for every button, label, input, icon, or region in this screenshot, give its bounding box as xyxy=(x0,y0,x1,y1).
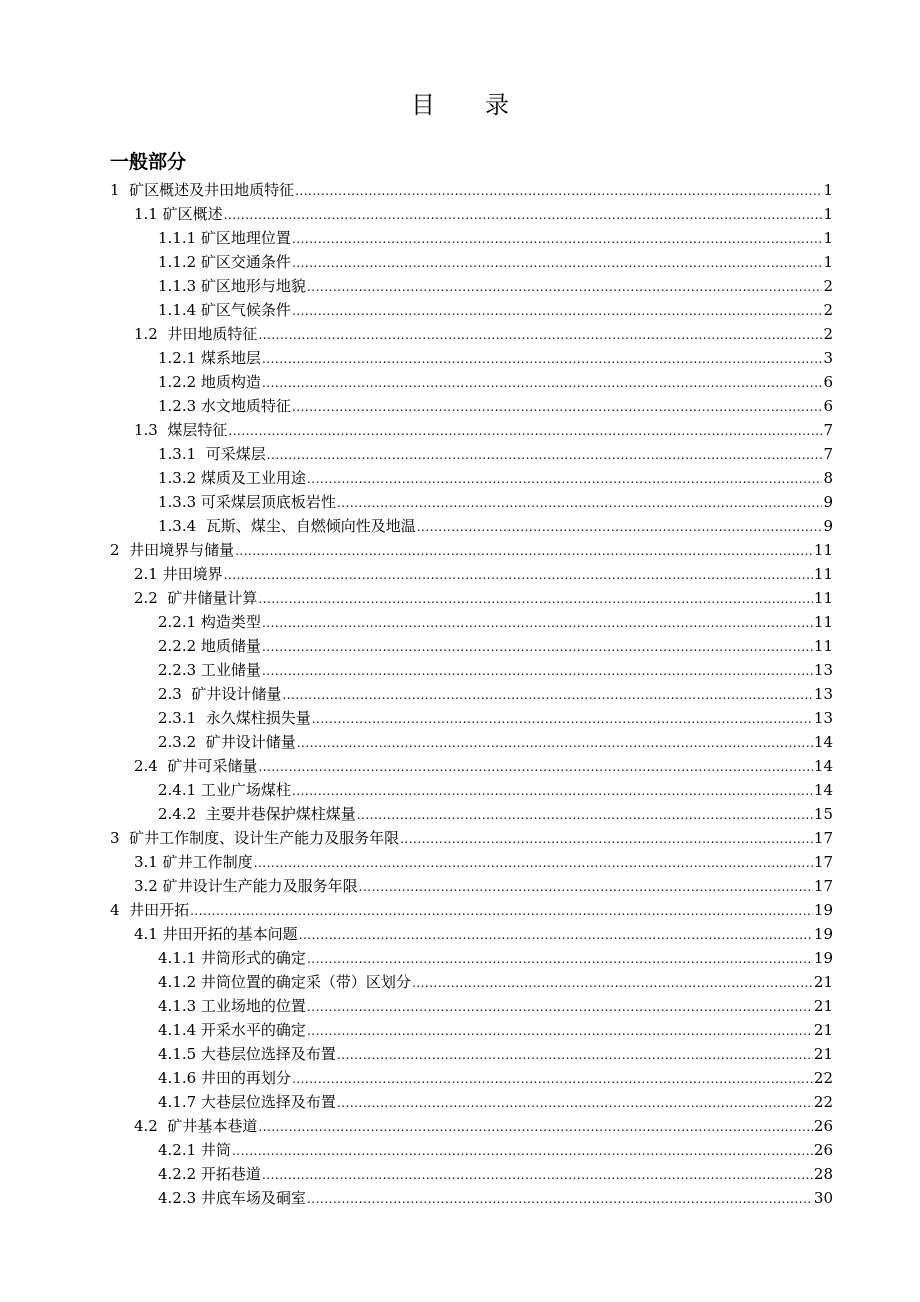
toc-entry[interactable] xyxy=(0,874,920,898)
toc-entry[interactable] xyxy=(0,226,920,250)
toc-entry-page-number: 11 xyxy=(813,589,833,607)
toc-entry[interactable] xyxy=(0,370,920,394)
toc-entry-label: 3.1 矿井工作制度 xyxy=(134,853,253,871)
dot-leader xyxy=(307,995,813,1019)
dot-leader xyxy=(359,875,813,899)
toc-entry-label: 4.1.6 井田的再划分 xyxy=(158,1069,291,1087)
toc-entry-page-number: 1 xyxy=(823,181,833,199)
dot-leader xyxy=(417,515,823,539)
dot-leader xyxy=(232,1139,813,1163)
dot-leader xyxy=(258,755,813,779)
toc-entry[interactable] xyxy=(0,250,920,274)
toc-entry[interactable] xyxy=(0,298,920,322)
section-heading: 一般部分 xyxy=(110,151,187,173)
toc-entry-label: 1.1.2 矿区交通条件 xyxy=(158,253,291,271)
toc-entry-page-number: 11 xyxy=(813,637,833,655)
toc-entry[interactable] xyxy=(0,538,920,562)
toc-entry-label: 3.2 矿井设计生产能力及服务年限 xyxy=(134,877,358,895)
dot-leader xyxy=(297,731,813,755)
toc-entry-label: 1.2.3 水文地质特征 xyxy=(158,397,291,415)
toc-entry-page-number: 1 xyxy=(823,253,833,271)
toc-entry[interactable] xyxy=(0,442,920,466)
dot-leader xyxy=(299,923,813,947)
toc-entry[interactable] xyxy=(0,1042,920,1066)
toc-entry-page-number: 21 xyxy=(813,1045,833,1063)
dot-leader xyxy=(312,707,813,731)
toc-entry[interactable] xyxy=(0,1066,920,1090)
toc-entry-label: 2.2 矿井储量计算 xyxy=(134,589,258,607)
toc-entry-page-number: 6 xyxy=(823,397,833,415)
toc-entry[interactable] xyxy=(0,178,920,202)
dot-leader xyxy=(357,803,813,827)
toc-entry[interactable] xyxy=(0,346,920,370)
toc-entry-label: 2.1 井田境界 xyxy=(134,565,223,583)
toc-entry-label: 2.2.2 地质储量 xyxy=(158,637,261,655)
toc-entry[interactable] xyxy=(0,634,920,658)
page-title-char-2: 录 xyxy=(485,91,509,119)
toc-entry[interactable] xyxy=(0,994,920,1018)
toc-entry-page-number: 22 xyxy=(813,1069,833,1087)
toc-entry-page-number: 11 xyxy=(813,613,833,631)
dot-leader xyxy=(262,659,813,683)
toc-entry-label: 4.1.2 井筒位置的确定采（带）区划分 xyxy=(158,973,411,991)
table-of-contents xyxy=(0,178,920,1210)
toc-entry-label: 1.3.4 瓦斯、煤尘、自燃倾向性及地温 xyxy=(158,517,416,535)
toc-entry[interactable] xyxy=(0,946,920,970)
toc-entry-page-number: 2 xyxy=(823,277,833,295)
toc-entry-label: 2.3 矿井设计储量 xyxy=(158,685,282,703)
toc-entry-label: 2.4.2 主要井巷保护煤柱煤量 xyxy=(158,805,356,823)
dot-leader xyxy=(292,251,823,275)
dot-leader xyxy=(337,1091,813,1115)
dot-leader xyxy=(400,827,813,851)
toc-entry[interactable] xyxy=(0,466,920,490)
dot-leader xyxy=(337,491,823,515)
toc-entry-label: 1.3.3 可采煤层顶底板岩性 xyxy=(158,493,336,511)
toc-entry[interactable] xyxy=(0,322,920,346)
toc-entry-page-number: 11 xyxy=(813,541,833,559)
toc-entry[interactable] xyxy=(0,970,920,994)
toc-entry-label: 3 矿井工作制度、设计生产能力及服务年限 xyxy=(110,829,400,847)
toc-entry-label: 2 井田境界与储量 xyxy=(110,541,235,559)
dot-leader xyxy=(295,179,822,203)
dot-leader xyxy=(262,611,813,635)
toc-entry-page-number: 19 xyxy=(813,949,833,967)
dot-leader xyxy=(262,635,813,659)
dot-leader xyxy=(258,587,813,611)
toc-entry[interactable] xyxy=(0,826,920,850)
toc-entry-page-number: 14 xyxy=(813,757,833,775)
dot-leader xyxy=(262,371,823,395)
toc-entry-label: 1.3 煤层特征 xyxy=(134,421,228,439)
toc-entry[interactable] xyxy=(0,898,920,922)
toc-entry[interactable] xyxy=(0,1162,920,1186)
toc-entry[interactable] xyxy=(0,922,920,946)
toc-entry-label: 2.2.3 工业储量 xyxy=(158,661,261,679)
toc-entry-label: 4.2 矿井基本巷道 xyxy=(134,1117,258,1135)
toc-entry-page-number: 2 xyxy=(823,301,833,319)
toc-entry-page-number: 6 xyxy=(823,373,833,391)
toc-entry[interactable] xyxy=(0,1138,920,1162)
toc-entry[interactable] xyxy=(0,202,920,226)
dot-leader xyxy=(262,347,823,371)
toc-entry-page-number: 26 xyxy=(813,1117,833,1135)
toc-entry-label: 4.1.4 开采水平的确定 xyxy=(158,1021,306,1039)
toc-entry-label: 4.1.1 井筒形式的确定 xyxy=(158,949,306,967)
toc-entry-page-number: 2 xyxy=(823,325,833,343)
toc-entry-page-number: 21 xyxy=(813,1021,833,1039)
dot-leader xyxy=(190,899,813,923)
dot-leader xyxy=(307,1187,813,1211)
toc-entry[interactable] xyxy=(0,274,920,298)
toc-entry-page-number: 28 xyxy=(813,1165,833,1183)
toc-entry-label: 4 井田开拓 xyxy=(110,901,190,919)
toc-entry-label: 4.2.1 井筒 xyxy=(158,1141,231,1159)
toc-entry-label: 1.2 井田地质特征 xyxy=(134,325,258,343)
toc-entry[interactable] xyxy=(0,394,920,418)
toc-entry[interactable] xyxy=(0,610,920,634)
dot-leader xyxy=(258,1115,813,1139)
toc-entry-page-number: 8 xyxy=(823,469,833,487)
toc-entry-label: 1.1.4 矿区气候条件 xyxy=(158,301,291,319)
toc-entry-label: 4.1 井田开拓的基本问题 xyxy=(134,925,298,943)
dot-leader xyxy=(337,1043,813,1067)
toc-entry-page-number: 9 xyxy=(823,517,833,535)
toc-entry-label: 4.1.7 大巷层位选择及布置 xyxy=(158,1093,336,1111)
dot-leader xyxy=(282,683,813,707)
toc-entry-page-number: 13 xyxy=(813,685,833,703)
toc-entry-page-number: 3 xyxy=(823,349,833,367)
toc-entry-page-number: 26 xyxy=(813,1141,833,1159)
dot-leader xyxy=(292,299,823,323)
dot-leader xyxy=(258,323,822,347)
toc-entry[interactable] xyxy=(0,1018,920,1042)
dot-leader xyxy=(267,443,823,467)
toc-entry-label: 1.1.1 矿区地理位置 xyxy=(158,229,291,247)
toc-entry[interactable] xyxy=(0,418,920,442)
toc-entry-label: 4.2.2 开拓巷道 xyxy=(158,1165,261,1183)
toc-entry-page-number: 17 xyxy=(813,877,833,895)
toc-entry-page-number: 1 xyxy=(823,205,833,223)
toc-entry[interactable] xyxy=(0,730,920,754)
toc-entry-page-number: 19 xyxy=(813,925,833,943)
toc-entry-page-number: 13 xyxy=(813,709,833,727)
toc-entry-label: 4.1.5 大巷层位选择及布置 xyxy=(158,1045,336,1063)
toc-entry-page-number: 11 xyxy=(813,565,833,583)
toc-entry[interactable] xyxy=(0,850,920,874)
toc-entry-label: 1 矿区概述及井田地质特征 xyxy=(110,181,295,199)
dot-leader xyxy=(307,275,823,299)
toc-entry[interactable] xyxy=(0,514,920,538)
toc-entry-page-number: 7 xyxy=(823,421,833,439)
dot-leader xyxy=(292,227,823,251)
toc-entry-label: 1.2.1 煤系地层 xyxy=(158,349,261,367)
toc-entry-label: 2.4.1 工业广场煤柱 xyxy=(158,781,291,799)
toc-entry[interactable] xyxy=(0,1090,920,1114)
dot-leader xyxy=(292,779,813,803)
dot-leader xyxy=(307,467,823,491)
dot-leader xyxy=(262,1163,813,1187)
toc-entry-label: 1.1.3 矿区地形与地貌 xyxy=(158,277,306,295)
toc-entry-label: 2.4 矿井可采储量 xyxy=(134,757,258,775)
toc-entry-label: 2.3.1 永久煤柱损失量 xyxy=(158,709,311,727)
toc-entry-page-number: 17 xyxy=(813,853,833,871)
toc-entry-page-number: 19 xyxy=(813,901,833,919)
dot-leader xyxy=(254,851,813,875)
dot-leader xyxy=(224,563,813,587)
toc-entry-page-number: 14 xyxy=(813,781,833,799)
toc-entry[interactable] xyxy=(0,658,920,682)
toc-entry-label: 2.2.1 构造类型 xyxy=(158,613,261,631)
toc-entry-label: 1.2.2 地质构造 xyxy=(158,373,261,391)
page-title xyxy=(0,90,920,120)
toc-entry-label: 4.1.3 工业场地的位置 xyxy=(158,997,306,1015)
toc-entry-page-number: 14 xyxy=(813,733,833,751)
toc-entry[interactable] xyxy=(0,754,920,778)
toc-entry[interactable] xyxy=(0,490,920,514)
toc-entry-page-number: 17 xyxy=(813,829,833,847)
page-title-char-1: 目 xyxy=(411,91,435,119)
toc-entry[interactable] xyxy=(0,1114,920,1138)
toc-entry[interactable] xyxy=(0,1186,920,1210)
dot-leader xyxy=(228,419,822,443)
toc-entry-page-number: 13 xyxy=(813,661,833,679)
toc-entry-label: 1.3.2 煤质及工业用途 xyxy=(158,469,306,487)
toc-entry[interactable] xyxy=(0,682,920,706)
dot-leader xyxy=(235,539,813,563)
toc-entry-page-number: 15 xyxy=(813,805,833,823)
dot-leader xyxy=(307,1019,813,1043)
toc-entry-page-number: 7 xyxy=(823,445,833,463)
toc-entry[interactable] xyxy=(0,586,920,610)
toc-entry-page-number: 21 xyxy=(813,997,833,1015)
toc-entry-page-number: 9 xyxy=(823,493,833,511)
toc-entry-page-number: 21 xyxy=(813,973,833,991)
dot-leader xyxy=(412,971,813,995)
toc-entry[interactable] xyxy=(0,802,920,826)
toc-entry[interactable] xyxy=(0,562,920,586)
toc-entry-label: 4.2.3 井底车场及硐室 xyxy=(158,1189,306,1207)
dot-leader xyxy=(307,947,813,971)
toc-entry-label: 1.3.1 可采煤层 xyxy=(158,445,266,463)
toc-entry[interactable] xyxy=(0,778,920,802)
dot-leader xyxy=(292,1067,813,1091)
toc-entry-page-number: 30 xyxy=(813,1189,833,1207)
toc-entry-label: 1.1 矿区概述 xyxy=(134,205,223,223)
dot-leader xyxy=(292,395,823,419)
toc-entry[interactable] xyxy=(0,706,920,730)
toc-entry-page-number: 1 xyxy=(823,229,833,247)
dot-leader xyxy=(224,203,823,227)
toc-entry-page-number: 22 xyxy=(813,1093,833,1111)
toc-entry-label: 2.3.2 矿井设计储量 xyxy=(158,733,296,751)
